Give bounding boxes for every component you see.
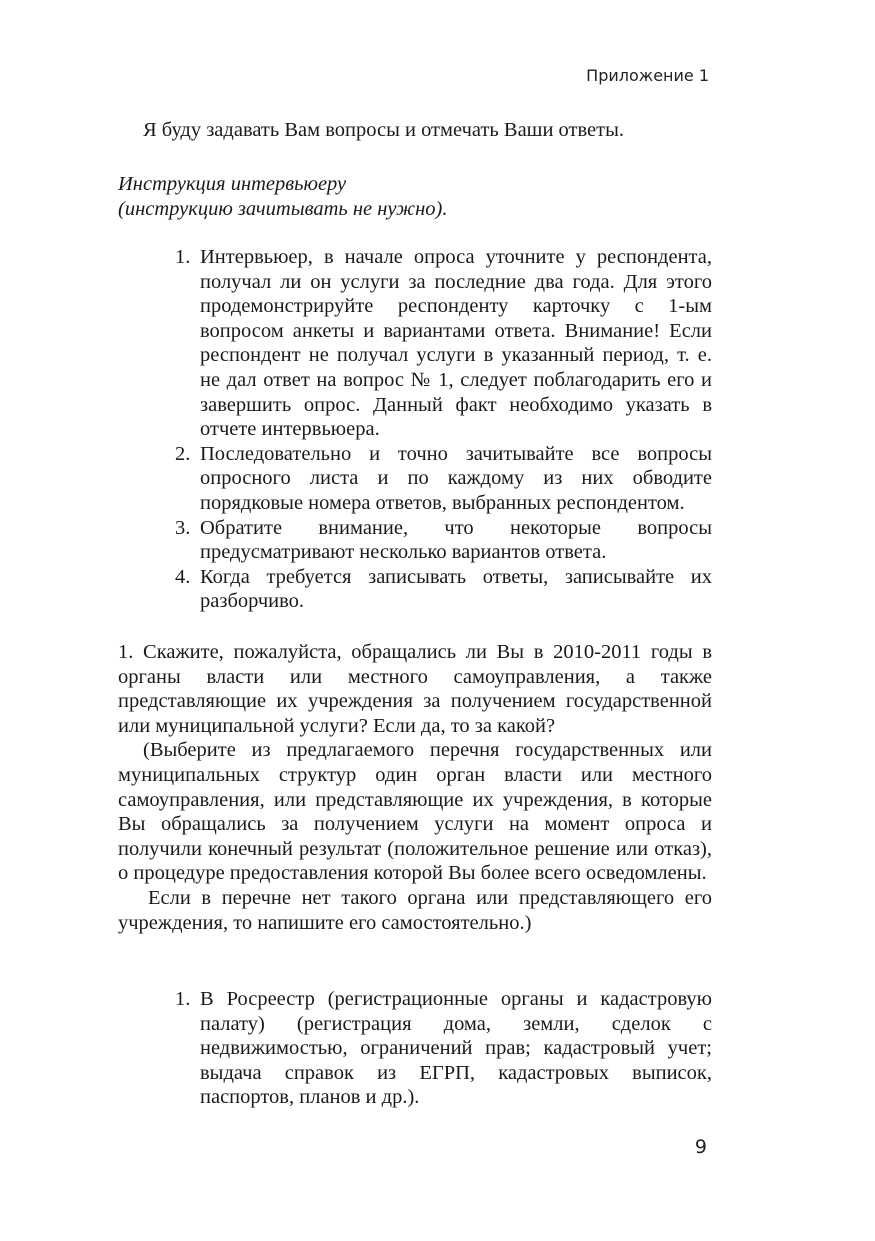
question-block — [118, 640, 712, 935]
running-head: Приложение 1 — [586, 66, 709, 85]
item-number: 3. — [175, 516, 191, 539]
instruction-item — [175, 516, 712, 565]
instruction-title: Инструкция интервьюеру — [118, 173, 347, 195]
instruction-item — [175, 565, 712, 614]
instruction-list — [175, 245, 712, 614]
question-note: (Выберите из предлагаемого перечня государственных или муниципальных структур один орган власти или местного самоуправления, или представляющие их учреждения, в которые Вы обращались за получением услуги на момент опроса и получили конечный результат (положительное решение или отказ), о процедуре предоставления которой Вы более всего осведомлены. — [118, 739, 712, 885]
intro-text: Я буду задавать Вам вопросы и отмечать Ваши ответы. — [143, 119, 624, 141]
item-text: Интервьюер, в начале опроса уточните у респондента, получал ли он услуги за последние два года. Для этого продемонстрируйте респонденту карточку с 1-ым вопросом анкеты и вариантами ответа. Внимание! Если респондент не получал услуги в указанный период, т. е. не дал ответ на вопрос № 1, следует поблагодарить его и завершить опрос. Данный факт необходимо указать в отчете интервьюера. — [200, 246, 712, 441]
question-text: 1. Скажите, пожалуйста, обращались ли Вы в 2010-2011 годы в органы власти или местного самоуправления, а также представляющие их учреждения за получением государственной или муниципальной услуги? Если да, то за какой? — [118, 641, 712, 737]
item-text: Последовательно и точно зачитывайте все вопросы опросного листа и по каждому из них обводите порядковые номера ответов, выбранных респондентом. — [200, 442, 712, 514]
instruction-item — [175, 442, 712, 516]
item-number: 4. — [175, 565, 191, 588]
instruction-subtitle: (инструкцию зачитывать не нужно). — [118, 197, 448, 220]
question-note-extra: Если в перечне нет такого органа или представляющего его учреждения, то напишите его самостоятельно.) — [118, 886, 712, 934]
item-text: Когда требуется записывать ответы, записывайте их разборчиво. — [200, 565, 712, 613]
item-text: Обратите внимание, что некоторые вопросы предусматривают несколько вариантов ответа. — [200, 516, 712, 564]
instruction-heading — [118, 172, 447, 221]
answer-option — [175, 987, 712, 1110]
page-number: 9 — [694, 1136, 707, 1158]
item-number: 1. — [175, 246, 191, 268]
instruction-item — [175, 245, 712, 442]
answer-options-list — [175, 987, 712, 1110]
option-text: В Росреестр (регистрационные органы и кадастровую палату) (регистрация дома, земли, сделок с недвижимостью, ограничений прав; кадастровый учет; выдача справок из ЕГРП, кадастровых выписок, паспортов, планов и др.). — [200, 988, 712, 1109]
option-number: 1. — [175, 988, 191, 1010]
item-number: 2. — [175, 442, 191, 465]
